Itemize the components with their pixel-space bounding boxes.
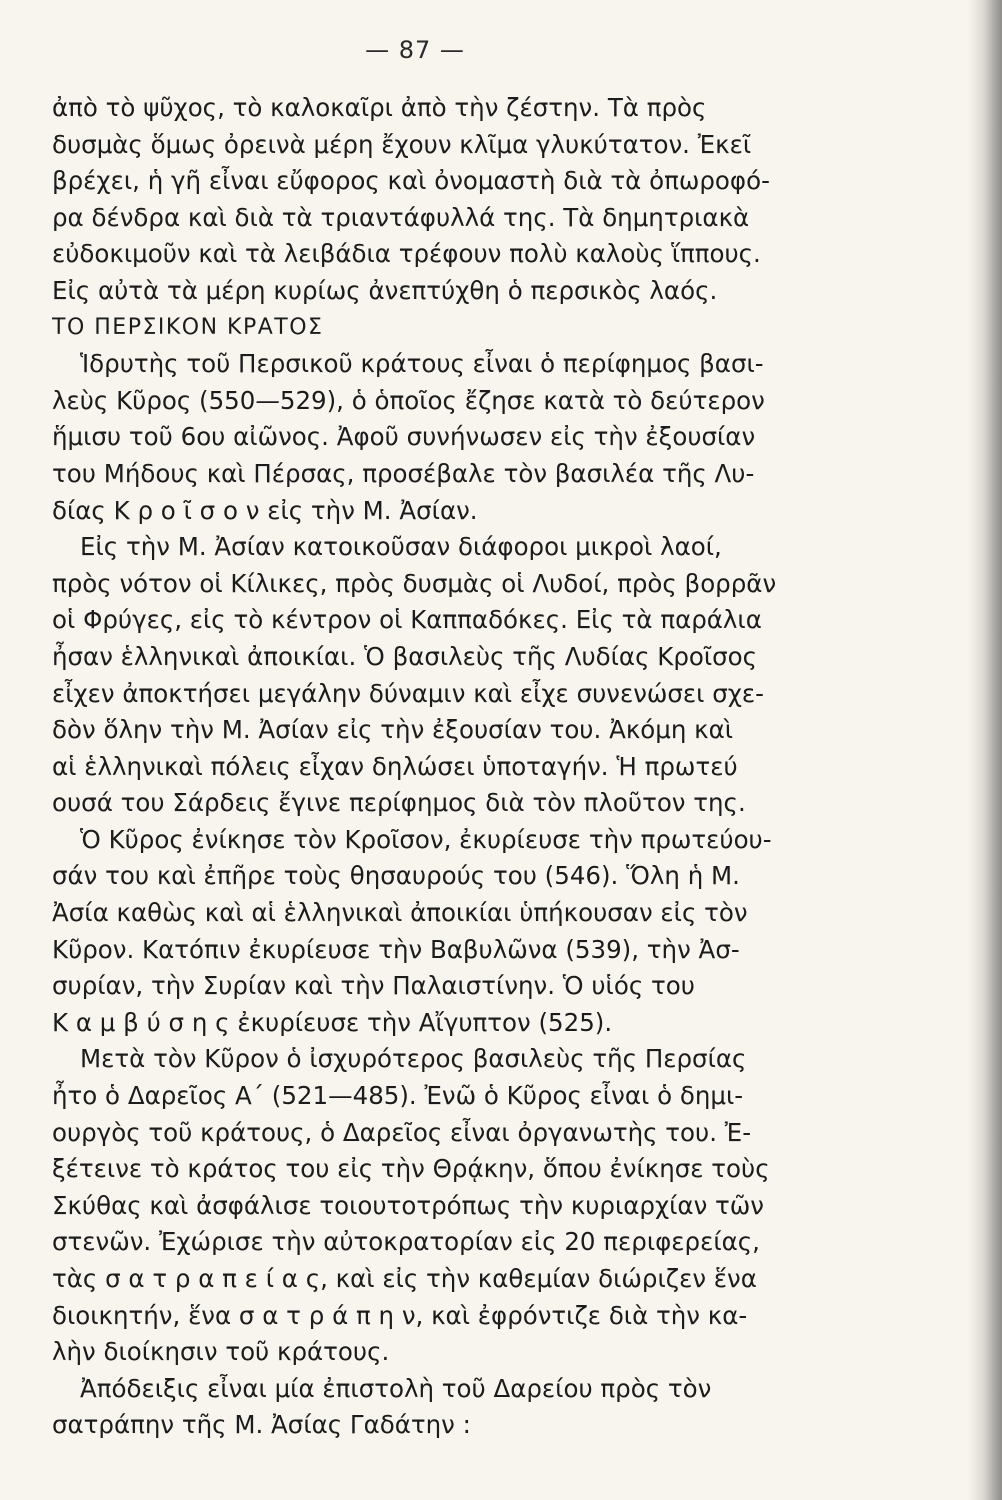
text-line: Ὁ Κῦρος ἐνίκησε τὸν Κροῖσον, ἐκυρίευσε τὴν πρωτεύου-	[80, 824, 772, 854]
text-line: δίας Κ ρ ο ῖ σ ο ν εἰς τὴν Μ. Ἀσίαν.	[52, 495, 478, 525]
text-line: Κῦρον. Κατόπιν ἐκυρίευσε τὴν Βαβυλῶνα (539), τὴν Ἀσ-	[52, 934, 740, 964]
text-line: στενῶν. Ἐχώρισε τὴν αὐτοκρατορίαν εἰς 20 περιφερείας,	[52, 1227, 760, 1257]
text-line: δυσμὰς ὅμως ὀρεινὰ μέρη ἔχουν κλῖμα γλυκύτατον. Ἐκεῖ	[52, 129, 752, 159]
text-line: ἦτο ὁ Δαρεῖος Α΄ (521—485). Ἐνῶ ὁ Κῦρος εἶναι ὁ δημι-	[52, 1081, 744, 1111]
text-line: ἀπὸ τὸ ψῦχος, τὸ καλοκαῖρι ἀπὸ τὴν ζέστην. Τὰ πρὸς	[52, 93, 707, 122]
text-line: τὰς σ α τ ρ α π ε ί α ς, καὶ εἰς τὴν καθεμίαν διώριζεν ἕνα	[52, 1264, 757, 1293]
text-line: ουργὸς τοῦ κράτους, ὁ Δαρεῖος εἶναι ὀργανωτὴς του. Ἐ-	[52, 1117, 752, 1147]
text-line: ουσά του Σάρδεις ἔγινε περίφημος διὰ τὸν πλοῦτον της.	[52, 788, 746, 818]
text-line: λὴν διοίκησιν τοῦ κράτους.	[52, 1337, 390, 1367]
body-text	[52, 90, 812, 1444]
text-line: πρὸς νότον οἱ Κίλικες, πρὸς δυσμὰς οἱ Λυδοί, πρὸς βορρᾶν	[52, 568, 777, 598]
text-line: του Μήδους καὶ Πέρσας, προσέβαλε τὸν βασιλέα τῆς Λυ-	[52, 458, 755, 488]
page-spine-shadow	[968, 0, 1002, 1500]
text-line: εὐδοκιμοῦν καὶ τὰ λειβάδια τρέφουν πολὺ καλοὺς ἵππους.	[52, 239, 761, 269]
text-line: ξέτεινε τὸ κράτος του εἰς τὴν Θρᾴκην, ὅπου ἐνίκησε τοὺς	[52, 1154, 770, 1184]
text-line: Κ α μ β ύ σ η ς ἐκυρίευσε τὴν Αἴγυπτον (525).	[52, 1007, 613, 1037]
text-line: Εἰς τὴν Μ. Ἀσίαν κατοικοῦσαν διάφοροι μικροὶ λαοί,	[80, 532, 722, 562]
text-line: συρίαν, τὴν Συρίαν καὶ τὴν Παλαιστίνην. Ὁ υἱός του	[52, 971, 695, 1001]
text-line: δὸν ὅλην τὴν Μ. Ἀσίαν εἰς τὴν ἐξουσίαν του. Ἀκόμη καὶ	[52, 715, 734, 745]
page-number: — 87 —	[365, 36, 465, 64]
text-line: Ἱδρυτὴς τοῦ Περσικοῦ κράτους εἶναι ὁ περίφημος βασι-	[80, 349, 764, 379]
text-line: ἦσαν ἑλληνικαὶ ἀποικίαι. Ὁ βασιλεὺς τῆς Λυδίας Κροῖσος	[52, 641, 758, 671]
text-line: βρέχει, ἡ γῆ εἶναι εὔφορος καὶ ὀνομαστὴ διὰ τὰ ὀπωροφό-	[52, 166, 770, 196]
text-line: αἱ ἑλληνικαὶ πόλεις εἶχαν δηλώσει ὑποταγήν. Ἡ πρωτεύ	[52, 751, 738, 781]
text-line: Ἀπόδειξις εἶναι μία ἐπιστολὴ τοῦ Δαρείου πρὸς τὸν	[80, 1373, 712, 1403]
text-line: Ἀσία καθὼς καὶ αἱ ἑλληνικαὶ ἀποικίαι ὑπήκουσαν εἰς τὸν	[52, 898, 748, 928]
section-heading: ΤΟ ΠΕΡΣΙΚΟΝ ΚΡΑΤΟΣ	[52, 314, 324, 340]
text-line: λεὺς Κῦρος (550—529), ὁ ὁποῖος ἔζησε κατὰ τὸ δεύτερον	[52, 385, 765, 415]
text-line: ἥμισυ τοῦ 6ου αἰῶνος. Ἀφοῦ συνήνωσεν εἰς τὴν ἐξουσίαν	[52, 422, 756, 452]
text-line: Σκύθας καὶ ἀσφάλισε τοιουτοτρόπως τὴν κυριαρχίαν τῶν	[52, 1190, 764, 1220]
text-line: οἱ Φρύγες, εἰς τὸ κέντρον οἱ Καππαδόκες. Εἰς τὰ παράλια	[52, 605, 762, 635]
text-line: σάν του καὶ ἐπῆρε τοὺς θησαυρούς του (546). Ὅλη ἡ Μ.	[52, 861, 740, 891]
text-line: σατράπην τῆς Μ. Ἀσίας Γαδάτην :	[52, 1410, 471, 1440]
text-line: Εἰς αὐτὰ τὰ μέρη κυρίως ἀνεπτύχθη ὁ περσικὸς λαός.	[52, 275, 718, 305]
text-line: ρα δένδρα καὶ διὰ τὰ τριαντάφυλλά της. Τὰ δημητριακὰ	[52, 202, 750, 232]
text-line: εἶχεν ἀποκτήσει μεγάλην δύναμιν καὶ εἶχε συνενώσει σχε-	[52, 678, 765, 708]
text-line: Μετὰ τὸν Κῦρον ὁ ἰσχυρότερος βασιλεὺς τῆς Περσίας	[80, 1044, 747, 1074]
text-line: διοικητήν, ἕνα σ α τ ρ ά π η ν, καὶ ἐφρόντιζε διὰ τὴν κα-	[52, 1300, 748, 1330]
